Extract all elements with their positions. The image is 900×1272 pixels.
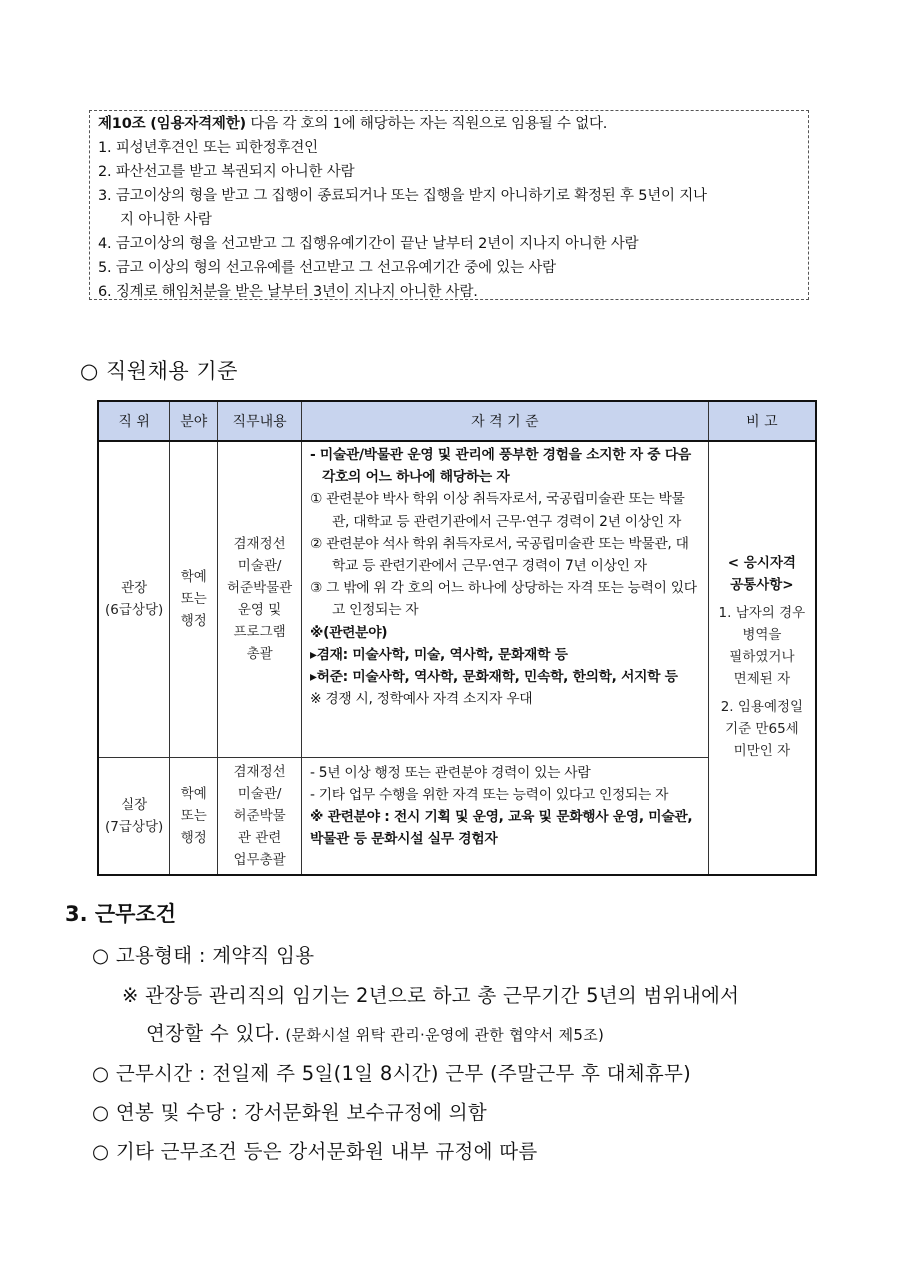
- cell-note: [708, 441, 816, 875]
- term-note-source: (문화시설 위탁 관리·운영에 관한 협약서 제5조): [280, 1026, 605, 1044]
- criteria-line: ② 관련분야 석사 학위 취득자로서, 국공립미술관 또는 박물관, 대학교 등 관련기관에서 근무·연구 경력이 7년 이상인 자: [310, 535, 689, 575]
- note-title-line: < 응시자격: [727, 555, 796, 571]
- cell-criteria: [302, 441, 709, 757]
- criteria-line: ※ 관련분야 : 전시 기획 및 운영, 교육 및 문화행사 운영, 미술관, 박물관 등 문화시설 실무 경험자: [310, 808, 693, 848]
- duty-line: 허준박물: [233, 807, 286, 824]
- field-line: 행정: [180, 829, 207, 846]
- article-10-box: [89, 110, 809, 300]
- duty-line: 겸재정선: [233, 763, 286, 780]
- note-item-2: [710, 696, 814, 762]
- field-line: 행정: [180, 613, 207, 630]
- criteria-line: ① 관련분야 박사 학위 이상 취득자로서, 국공립미술관 또는 박물관, 대학교 등 관련기관에서 근무·연구 경력이 2년 이상인 자: [310, 491, 685, 530]
- note-line: 미만인 자: [733, 743, 791, 759]
- col-header-position: 직 위: [98, 401, 170, 441]
- note-title-line: 공통사항>: [730, 577, 794, 593]
- criteria-line: ※(관련분야): [310, 624, 388, 641]
- note-line: 1. 남자의 경우: [718, 605, 806, 621]
- article-heading-rest: 다음 각 호의 1에 해당하는 자는 직원으로 임용될 수 없다.: [245, 116, 608, 132]
- article-item: 3. 금고이상의 형을 받고 그 집행이 종료되거나 또는 집행을 받지 아니하기로 확정된 후 5년이 지나: [98, 188, 707, 204]
- note-line: 기준 만65세: [725, 721, 799, 737]
- position-title: 실장: [121, 796, 148, 813]
- article-item-cont: 지 아니한 사람: [120, 212, 212, 228]
- other-conditions: ○ 기타 근무조건 등은 강서문화원 내부 규정에 따름: [92, 1140, 538, 1163]
- note-line: 2. 임용예정일: [720, 699, 804, 715]
- position-grade: (6급상당): [105, 602, 164, 619]
- duty-line: 총괄: [246, 646, 273, 663]
- term-note-main: 연장할 수 있다.: [146, 1022, 281, 1045]
- cell-position: [98, 757, 170, 875]
- field-line: 또는: [180, 807, 207, 824]
- term-note-line1: ※ 관장등 관리직의 임기는 2년으로 하고 총 근무기간 5년의 범위내에서: [122, 984, 740, 1007]
- criteria-line: ※ 경쟁 시, 정학예사 자격 소지자 우대: [310, 691, 533, 708]
- working-hours: ○ 근무시간 : 전일제 주 5일(1일 8시간) 근무 (주말근무 후 대체휴무): [92, 1062, 692, 1085]
- criteria-line: - 미술관/박물관 운영 및 관리에 풍부한 경험을 소지한 자 중 다음 각호의 어느 하나에 해당하는 자: [310, 447, 691, 486]
- duty-line: 미술관/: [237, 785, 282, 802]
- table-row: [98, 441, 816, 757]
- article-item: 6. 징계로 해임처분을 받은 날부터 3년이 지나지 아니한 사람.: [98, 284, 478, 300]
- note-line: 필하였거나: [729, 649, 795, 665]
- duty-line: 업무총괄: [233, 851, 286, 868]
- cell-field: [170, 441, 218, 757]
- note-item-1: [710, 602, 814, 690]
- field-line: 또는: [180, 591, 207, 608]
- term-note-line2: [146, 1018, 604, 1046]
- col-header-duty: 직무내용: [218, 401, 302, 441]
- article-item: 1. 피성년후견인 또는 피한정후견인: [98, 140, 318, 156]
- cell-field: [170, 757, 218, 875]
- duty-line: 운영 및: [237, 602, 282, 619]
- position-title: 관장: [121, 580, 148, 597]
- criteria-line: ▸허준: 미술사학, 역사학, 문화재학, 민속학, 한의학, 서지학 등: [310, 669, 678, 686]
- duty-line: 미술관/: [237, 558, 282, 575]
- employment-type: ○ 고용형태 : 계약직 임용: [92, 944, 315, 967]
- article-title: [98, 112, 800, 136]
- article-item: 5. 금고 이상의 형의 선고유예를 선고받고 그 선고유예기간 중에 있는 사람: [98, 260, 556, 276]
- duty-line: 관 관련: [237, 829, 282, 846]
- article-item: 4. 금고이상의 형을 선고받고 그 집행유예기간이 끝난 날부터 2년이 지나지 아니한 사람: [98, 236, 639, 252]
- field-line: 학예: [180, 569, 207, 586]
- cell-criteria: [302, 757, 709, 875]
- col-header-criteria: 자 격 기 준: [302, 401, 709, 441]
- field-line: 학예: [180, 785, 207, 802]
- table-header-row: [98, 401, 816, 441]
- criteria-line: ▸겸재: 미술사학, 미술, 역사학, 문화재학 등: [310, 646, 568, 663]
- hiring-criteria-table: [97, 400, 817, 876]
- cell-position: [98, 441, 170, 757]
- note-line: 병역을: [742, 627, 782, 643]
- section-title: ○ 직원채용 기준: [80, 359, 238, 383]
- position-grade: (7급상당): [105, 818, 164, 835]
- criteria-line: ③ 그 밖에 위 각 호의 어느 하나에 상당하는 자격 또는 능력이 있다고 인정되는 자: [310, 580, 697, 619]
- col-header-field: 분야: [170, 401, 218, 441]
- criteria-line: - 기타 업무 수행을 위한 자격 또는 능력이 있다고 인정되는 자: [310, 786, 669, 803]
- conditions-heading: 3. 근무조건: [65, 902, 177, 926]
- cell-duty: [218, 757, 302, 875]
- cell-duty: [218, 441, 302, 757]
- article-heading: 제10조 (임용자격제한): [98, 116, 246, 132]
- duty-line: 겸재정선: [233, 536, 286, 553]
- note-line: 면제된 자: [733, 671, 791, 687]
- criteria-line: - 5년 이상 행정 또는 관련분야 경력이 있는 사람: [310, 764, 591, 781]
- col-header-note: 비 고: [708, 401, 816, 441]
- duty-line: 허준박물관: [227, 580, 293, 597]
- article-item: 2. 파산선고를 받고 복권되지 아니한 사람: [98, 164, 355, 180]
- duty-line: 프로그램: [233, 624, 286, 641]
- salary-allowance: ○ 연봉 및 수당 : 강서문화원 보수규정에 의함: [92, 1101, 488, 1124]
